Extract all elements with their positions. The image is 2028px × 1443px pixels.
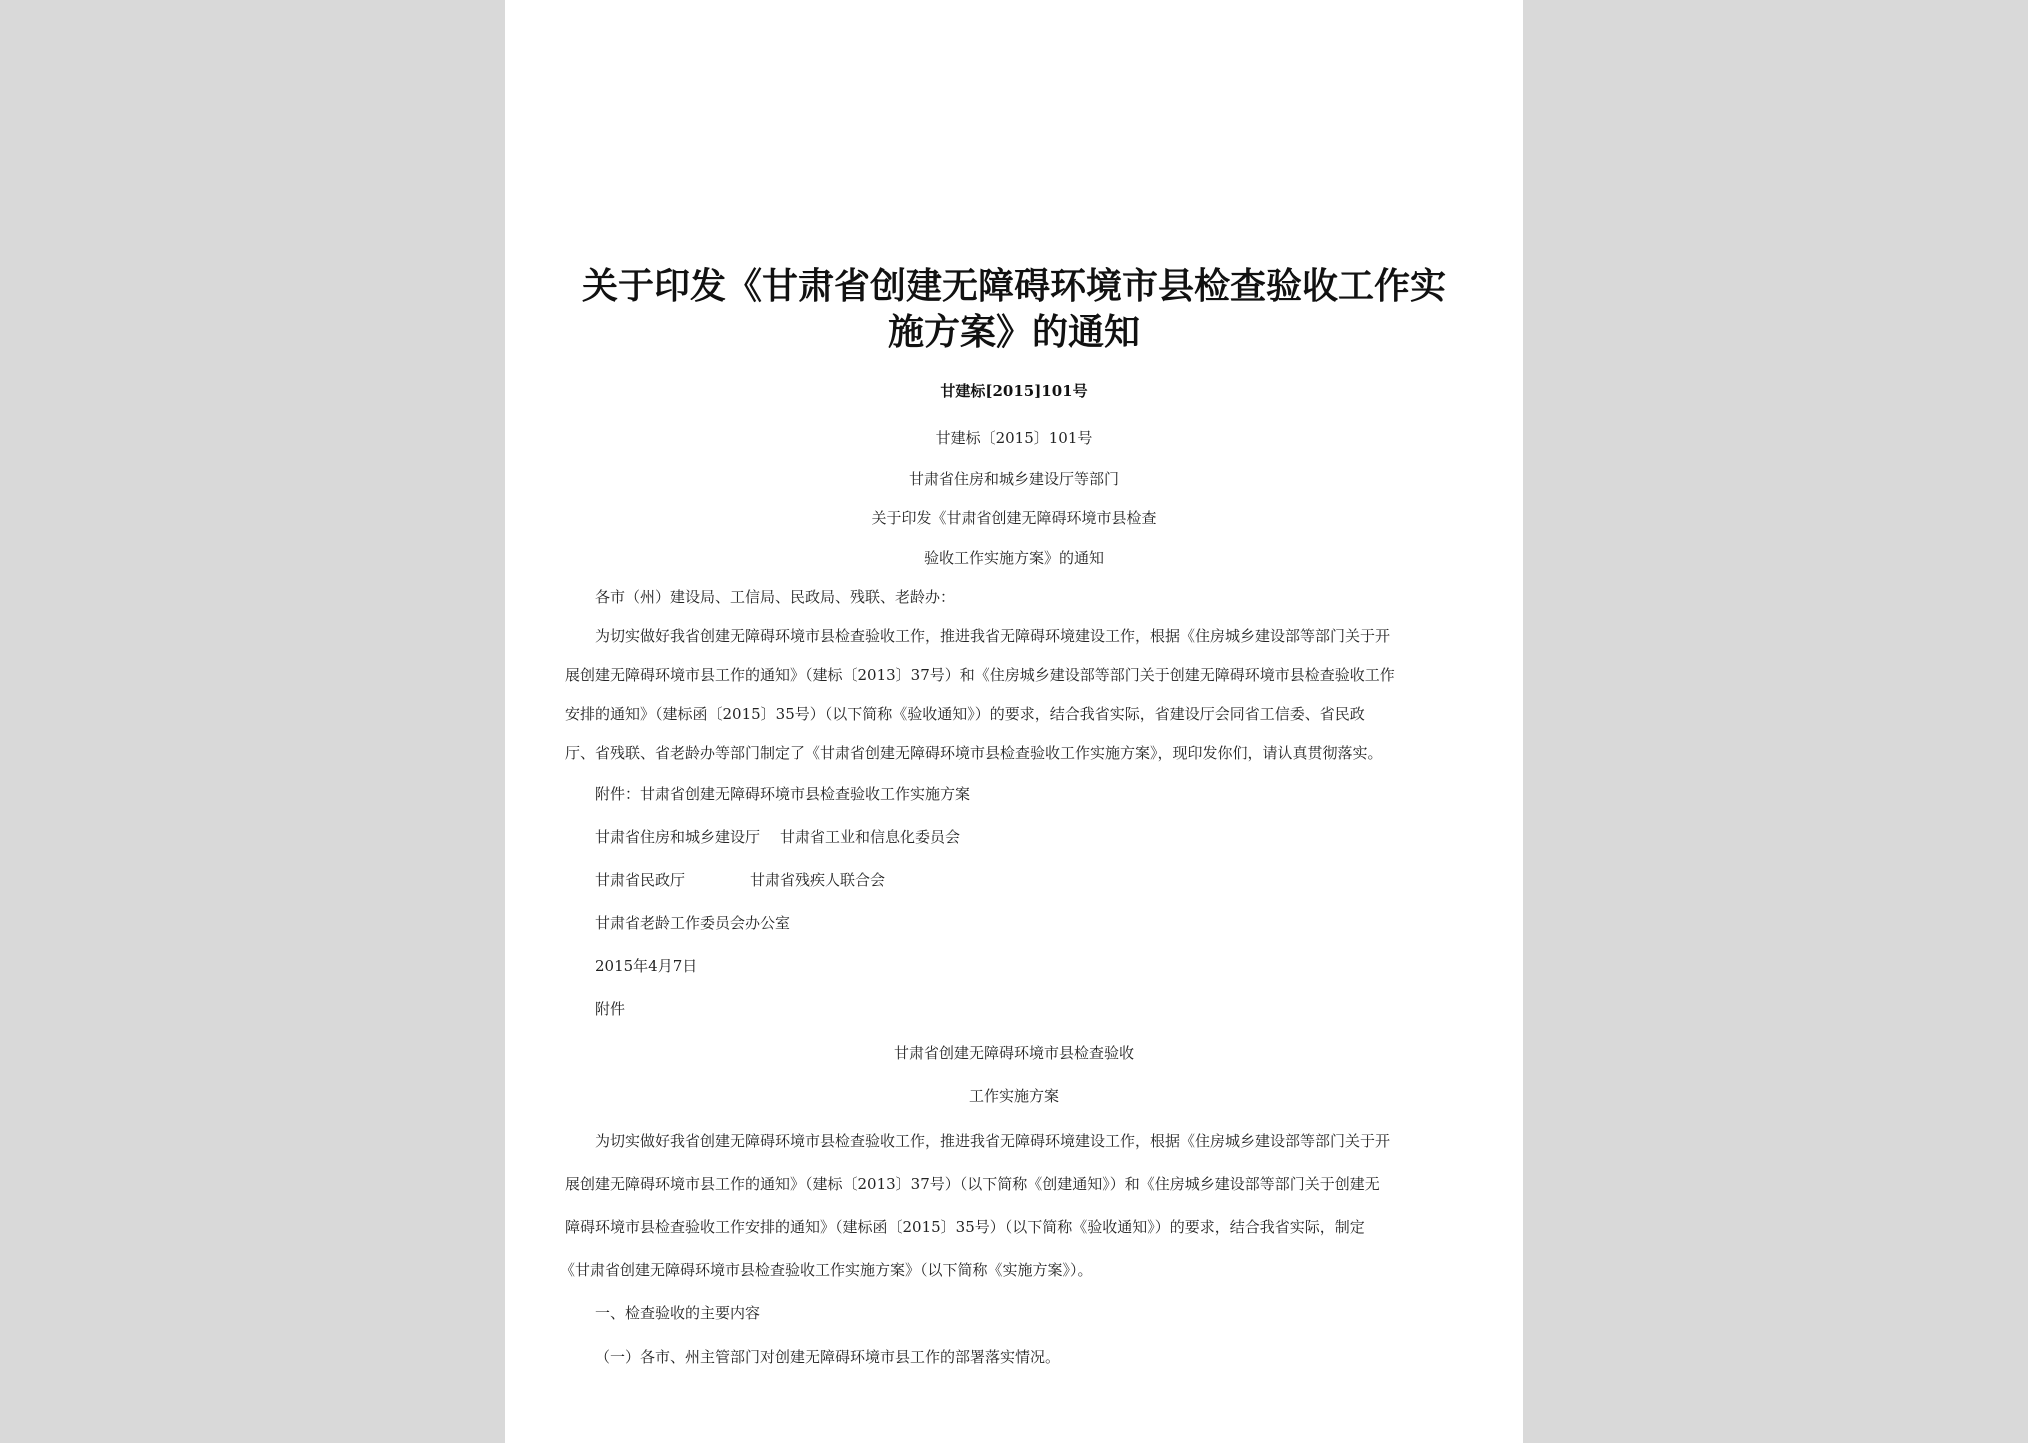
signatory: 甘肃省住房和城乡建设厅 bbox=[595, 828, 761, 846]
paragraph-line: 《甘肃省创建无障碍环境市县检查验收工作实施方案》（以下简称《实施方案》）。 bbox=[560, 1261, 1093, 1279]
paragraph-line: 展创建无障碍环境市县工作的通知》（建标〔2013〕37号）和《住房城乡建设部等部门关于创建无障碍环境市县检查验收工作 bbox=[565, 666, 1395, 684]
paragraph-line: 障碍环境市县检查验收工作安排的通知》（建标函〔2015〕35号）（以下简称《验收通知》）的要求，结合我省实际，制定 bbox=[565, 1218, 1365, 1236]
signatory: 甘肃省工业和信息化委员会 bbox=[780, 828, 961, 846]
document-number-bold: 甘建标[2015]101号 bbox=[940, 382, 1088, 400]
attachment-title-line2: 工作实施方案 bbox=[968, 1087, 1059, 1105]
paragraph-line: 为切实做好我省创建无障碍环境市县检查验收工作，推进我省无障碍环境建设工作，根据《住房城乡建设部等部门关于开 bbox=[595, 627, 1391, 645]
signatory-row bbox=[595, 827, 960, 847]
paragraph-line: 展创建无障碍环境市县工作的通知》（建标〔2013〕37号）（以下简称《创建通知》）和《住房城乡建设部等部门关于创建无 bbox=[565, 1175, 1380, 1193]
addressee: 各市（州）建设局、工信局、民政局、残联、老龄办： bbox=[595, 588, 956, 606]
document-date: 2015年4月7日 bbox=[595, 957, 698, 975]
signatory-row bbox=[595, 870, 885, 890]
document-title-line2: 施方案》的通知 bbox=[887, 311, 1140, 353]
subtitle-line1: 关于印发《甘肃省创建无障碍环境市县检查 bbox=[871, 509, 1157, 527]
paragraph-line: 为切实做好我省创建无障碍环境市县检查验收工作，推进我省无障碍环境建设工作，根据《住房城乡建设部等部门关于开 bbox=[595, 1132, 1391, 1150]
section-heading: 一、检查验收的主要内容 bbox=[595, 1304, 761, 1322]
paragraph-line: 安排的通知》（建标函〔2015〕35号）（以下简称《验收通知》）的要求，结合我省实际，省建设厅会同省工信委、省民政 bbox=[565, 705, 1365, 723]
section-item: （一）各市、州主管部门对创建无障碍环境市县工作的部署落实情况。 bbox=[595, 1348, 1061, 1366]
paragraph-line: 厅、省残联、省老龄办等部门制定了《甘肃省创建无障碍环境市县检查验收工作实施方案》，现印发你们，请认真贯彻落实。 bbox=[565, 744, 1383, 762]
document-page bbox=[505, 0, 1523, 1443]
issuer: 甘肃省住房和城乡建设厅等部门 bbox=[908, 470, 1119, 488]
attachment-note: 附件：甘肃省创建无障碍环境市县检查验收工作实施方案 bbox=[595, 785, 971, 803]
document-title-line1: 关于印发《甘肃省创建无障碍环境市县检查验收工作实 bbox=[581, 265, 1446, 307]
signatory: 甘肃省民政厅 bbox=[595, 871, 686, 889]
signatory-row bbox=[595, 913, 790, 933]
document-number: 甘建标〔2015〕101号 bbox=[935, 429, 1093, 447]
signatory: 甘肃省老龄工作委员会办公室 bbox=[595, 914, 791, 932]
attachment-label: 附件 bbox=[595, 1000, 626, 1018]
signatory: 甘肃省残疾人联合会 bbox=[750, 871, 886, 889]
subtitle-line2: 验收工作实施方案》的通知 bbox=[923, 549, 1104, 567]
attachment-title-line1: 甘肃省创建无障碍环境市县检查验收 bbox=[893, 1044, 1134, 1062]
